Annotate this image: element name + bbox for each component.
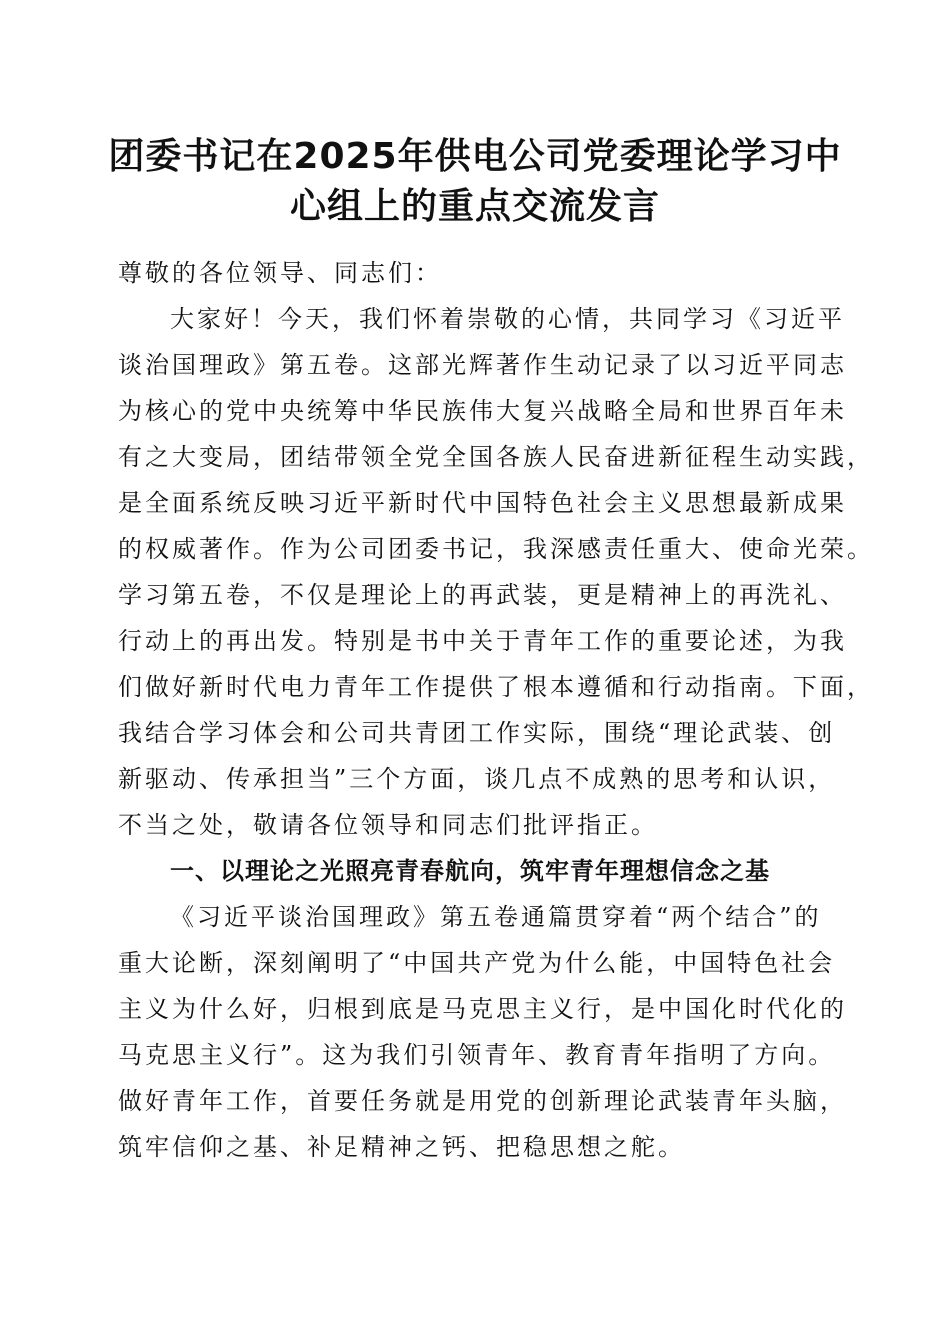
intro-paragraph-line: 为核心的党中央统筹中华民族伟大复兴战略全局和世界百年未 bbox=[118, 397, 847, 425]
section-1-paragraph-line: 重大论断，深刻阐明了“中国共产党为什么能，中国特色社会 bbox=[118, 949, 836, 977]
document-body bbox=[118, 250, 874, 1170]
section-1-paragraph-line: 主义为什么好，归根到底是马克思主义行，是中国化时代化的 bbox=[118, 995, 847, 1023]
salutation: 尊敬的各位领导、同志们： bbox=[118, 259, 442, 287]
section-1-paragraph-line: 《习近平谈治国理政》第五卷通篇贯穿着“两个结合”的 bbox=[170, 903, 822, 931]
intro-paragraph-line: 行动上的再出发。特别是书中关于青年工作的重要论述，为我 bbox=[118, 627, 847, 655]
section-1-paragraph-line: 筑牢信仰之基、补足精神之钙、把稳思想之舵。 bbox=[118, 1133, 685, 1161]
intro-paragraph-line: 有之大变局，团结带领全党全国各族人民奋进新征程生动实践， bbox=[118, 443, 874, 471]
intro-paragraph-line: 新驱动、传承担当”三个方面，谈几点不成熟的思考和认识， bbox=[118, 765, 836, 793]
title-line-1: 团委书记在2025年供电公司党委理论学习中 bbox=[108, 136, 842, 177]
document-title bbox=[100, 132, 850, 232]
intro-paragraph-line: 我结合学习体会和公司共青团工作实际，围绕“理论武装、创 bbox=[118, 719, 836, 747]
section-1-paragraph-line: 做好青年工作，首要任务就是用党的创新理论武装青年头脑， bbox=[118, 1087, 847, 1115]
section-1-paragraph-line: 马克思主义行”。这为我们引领青年、教育青年指明了方向。 bbox=[118, 1041, 836, 1069]
intro-paragraph-line: 大家好！今天，我们怀着崇敬的心情，共同学习《习近平 bbox=[170, 305, 845, 333]
intro-paragraph-line: 是全面系统反映习近平新时代中国特色社会主义思想最新成果 bbox=[118, 489, 847, 517]
intro-paragraph-line: 的权威著作。作为公司团委书记，我深感责任重大、使命光荣。 bbox=[118, 535, 874, 563]
section-1-heading: 一、以理论之光照亮青春航向，筑牢青年理想信念之基 bbox=[170, 857, 770, 885]
intro-paragraph-line: 谈治国理政》第五卷。这部光辉著作生动记录了以习近平同志 bbox=[118, 351, 847, 379]
intro-paragraph-line: 学习第五卷，不仅是理论上的再武装，更是精神上的再洗礼、 bbox=[118, 581, 847, 609]
intro-paragraph-line: 不当之处，敬请各位领导和同志们批评指正。 bbox=[118, 811, 658, 839]
title-line-2: 心组上的重点交流发言 bbox=[289, 186, 660, 227]
intro-paragraph-line: 们做好新时代电力青年工作提供了根本遵循和行动指南。下面， bbox=[118, 673, 874, 701]
